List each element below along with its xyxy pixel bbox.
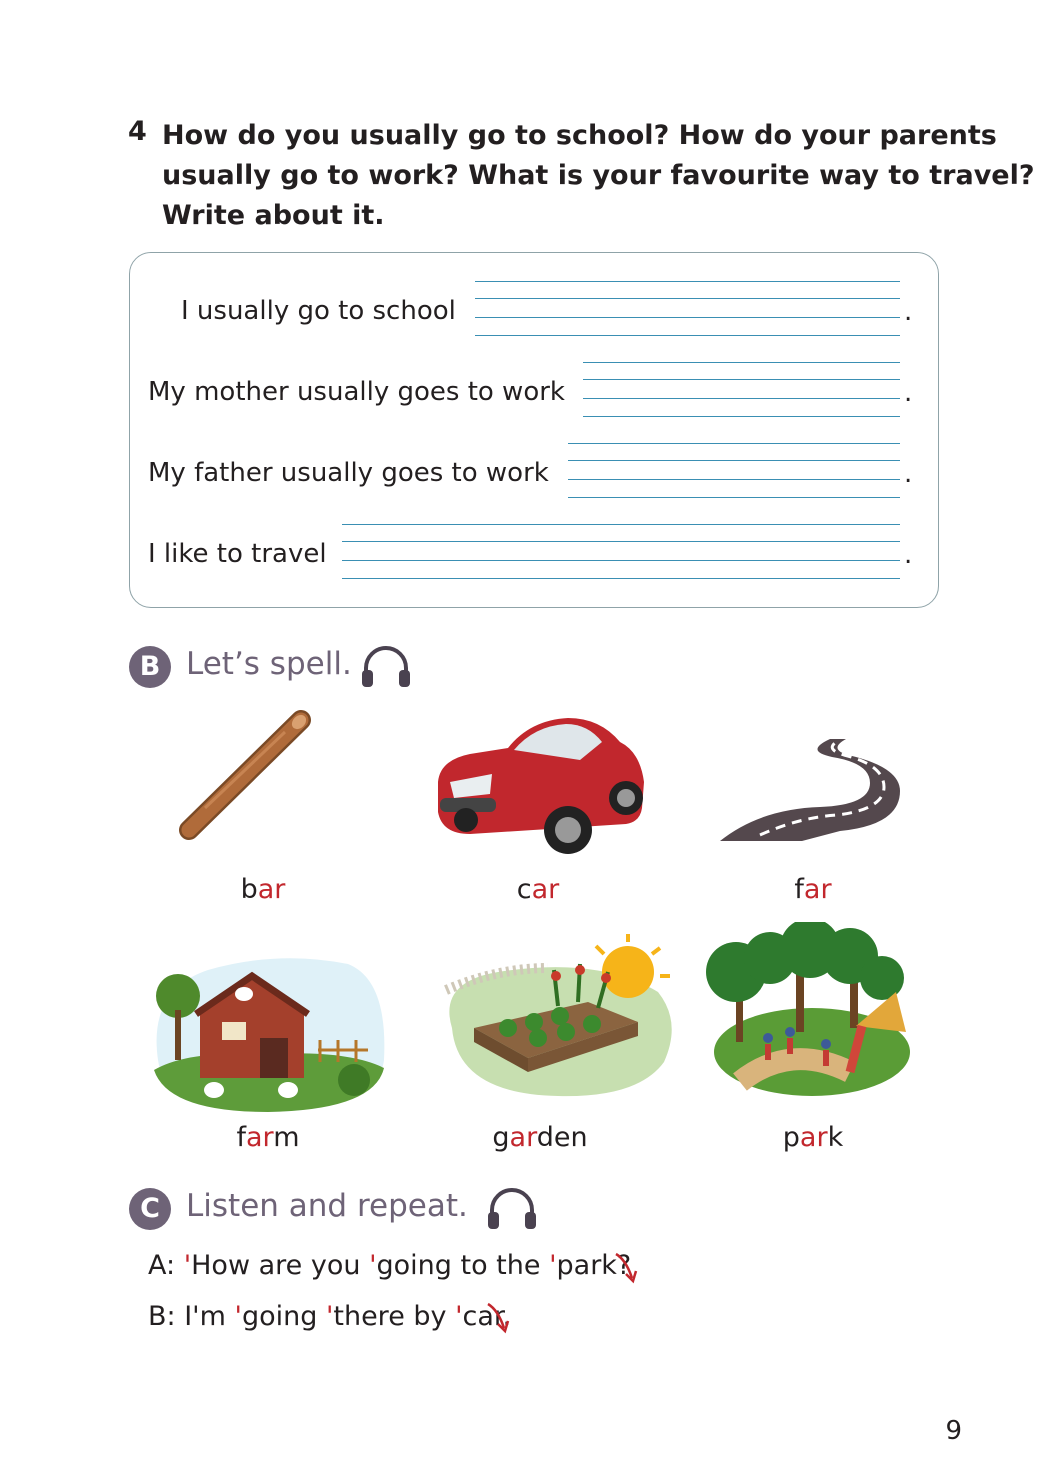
end-mark: . [904, 540, 913, 570]
dialogue-line-b: B: I'm 'going 'there by 'car. [148, 1301, 512, 1332]
writing-lines-school[interactable] [475, 281, 900, 341]
spell-word-far: far [794, 874, 832, 905]
prompt-travel: I like to travel [148, 539, 327, 569]
headphones-icon[interactable] [360, 646, 412, 688]
question-line: How do you usually go to school? How do your parents [162, 120, 997, 151]
page-number: 9 [945, 1416, 962, 1446]
stick-bar-icon [175, 708, 315, 843]
prompt-mother: My mother usually goes to work [148, 377, 565, 407]
question-text [162, 116, 1035, 236]
question-line: Write about it. [162, 200, 385, 231]
headphones-icon[interactable] [486, 1188, 538, 1230]
end-mark: . [904, 459, 913, 489]
end-mark: . [904, 378, 913, 408]
section-title-spell: Let’s spell. [186, 646, 352, 682]
question-number: 4 [128, 116, 147, 147]
question-line: usually go to work? What is your favourite way to travel? [162, 160, 1035, 191]
falling-intonation-arrow-icon [484, 1300, 512, 1334]
prompt-father: My father usually goes to work [148, 458, 549, 488]
farm-barn-icon [148, 950, 388, 1115]
section-badge-c: C [129, 1188, 171, 1230]
vegetable-garden-icon [438, 932, 682, 1102]
writing-lines-travel[interactable] [342, 524, 900, 584]
dialogue-line-a: A: 'How are you 'going to the 'park? [148, 1250, 632, 1281]
spell-word-park: park [782, 1122, 844, 1153]
park-playground-icon [700, 922, 915, 1097]
spell-word-garden: garden [492, 1122, 588, 1153]
spell-word-bar: bar [240, 874, 286, 905]
winding-road-icon [720, 735, 900, 845]
writing-lines-mother[interactable] [583, 362, 900, 422]
end-mark: . [904, 297, 913, 327]
spell-word-car: car [516, 874, 560, 905]
falling-intonation-arrow-icon [612, 1250, 640, 1284]
spell-word-farm: farm [236, 1122, 300, 1153]
prompt-school: I usually go to school [181, 296, 456, 326]
red-car-icon [430, 712, 650, 862]
section-title-listen: Listen and repeat. [186, 1188, 468, 1224]
section-badge-b: B [129, 646, 171, 688]
writing-lines-father[interactable] [568, 443, 900, 503]
